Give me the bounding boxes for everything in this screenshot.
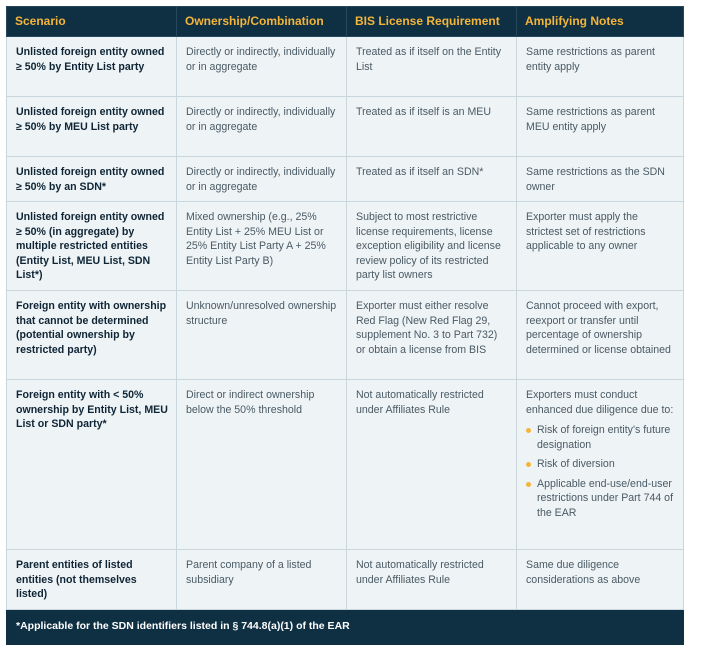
table-row <box>7 291 684 380</box>
table-row <box>7 157 684 202</box>
table-row <box>7 202 684 291</box>
scenario-cell: Unlisted foreign entity owned ≥ 50% by an SDN* <box>7 157 177 202</box>
notes-cell: Cannot proceed with export, reexport or transfer until percentage of ownership determined or license obtained <box>517 291 684 380</box>
list-item <box>526 477 675 521</box>
list-item <box>526 457 675 472</box>
requirement-cell: Subject to most restrictive license requirements, license exception eligibility and license review policy of its restricted party list owners <box>347 202 517 291</box>
ownership-cell: Direct or indirect ownership below the 50% threshold <box>177 380 347 550</box>
notes-cell: Same due diligence considerations as above <box>517 550 684 610</box>
notes-cell: Exporter must apply the strictest set of restrictions applicable to any owner <box>517 202 684 291</box>
notes-cell <box>517 380 684 550</box>
affiliates-rule-table <box>6 6 684 645</box>
header-requirement: BIS License Requirement <box>347 7 517 37</box>
requirement-cell: Not automatically restricted under Affiliates Rule <box>347 380 517 550</box>
due-diligence-list <box>526 423 675 520</box>
scenario-cell: Unlisted foreign entity owned ≥ 50% by MEU List party <box>7 97 177 157</box>
list-item-text: Risk of diversion <box>537 458 615 470</box>
ownership-cell: Mixed ownership (e.g., 25% Entity List + 25% MEU List or 25% Entity List Party A + 25% Entity List Party B) <box>177 202 347 291</box>
requirement-cell: Treated as if itself on the Entity List <box>347 37 517 97</box>
header-notes: Amplifying Notes <box>517 7 684 37</box>
bullet-icon <box>526 462 531 467</box>
bullet-icon <box>526 428 531 433</box>
bullet-icon <box>526 482 531 487</box>
ownership-cell: Directly or indirectly, individually or in aggregate <box>177 97 347 157</box>
ownership-cell: Directly or indirectly, individually or in aggregate <box>177 37 347 97</box>
scenario-cell: Unlisted foreign entity owned ≥ 50% (in aggregate) by multiple restricted entities (Entity List, MEU List, SDN List*) <box>7 202 177 291</box>
table-row <box>7 97 684 157</box>
footnote: *Applicable for the SDN identifiers listed in § 744.8(a)(1) of the EAR <box>7 610 684 645</box>
notes-cell: Same restrictions as parent entity apply <box>517 37 684 97</box>
requirement-cell: Not automatically restricted under Affiliates Rule <box>347 550 517 610</box>
requirement-cell: Treated as if itself an SDN* <box>347 157 517 202</box>
header-scenario: Scenario <box>7 7 177 37</box>
table-header-row <box>7 7 684 37</box>
ownership-cell: Unknown/unresolved ownership structure <box>177 291 347 380</box>
requirement-cell: Exporter must either resolve Red Flag (New Red Flag 29, supplement No. 3 to Part 732) or obtain a license from BIS <box>347 291 517 380</box>
scenario-cell: Foreign entity with < 50% ownership by Entity List, MEU List or SDN party* <box>7 380 177 550</box>
ownership-cell: Directly or indirectly, individually or in aggregate <box>177 157 347 202</box>
notes-cell: Same restrictions as the SDN owner <box>517 157 684 202</box>
requirement-cell: Treated as if itself is an MEU <box>347 97 517 157</box>
scenario-cell: Foreign entity with ownership that cannot be determined (potential ownership by restricted party) <box>7 291 177 380</box>
notes-intro: Exporters must conduct enhanced due diligence due to: <box>526 389 674 416</box>
footnote-row <box>7 610 684 645</box>
list-item <box>526 423 675 452</box>
list-item-text: Applicable end-use/end-user restrictions under Part 744 of the EAR <box>537 477 674 519</box>
header-ownership: Ownership/Combination <box>177 7 347 37</box>
table-row <box>7 37 684 97</box>
scenario-cell: Parent entities of listed entities (not themselves listed) <box>7 550 177 610</box>
scenario-cell: Unlisted foreign entity owned ≥ 50% by Entity List party <box>7 37 177 97</box>
table-row <box>7 550 684 610</box>
table-row <box>7 380 684 550</box>
ownership-cell: Parent company of a listed subsidiary <box>177 550 347 610</box>
restriction-table-container <box>6 6 683 645</box>
notes-cell: Same restrictions as parent MEU entity apply <box>517 97 684 157</box>
list-item-text: Risk of foreign entity's future designation <box>537 424 671 451</box>
